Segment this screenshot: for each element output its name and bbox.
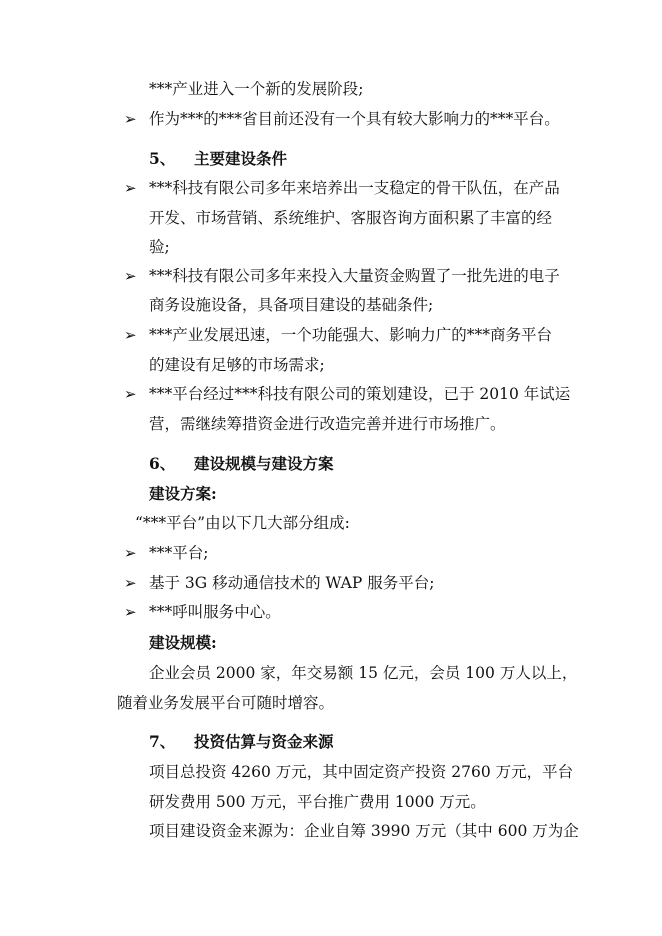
section-heading: 投资估算与资金来源 — [194, 732, 334, 751]
text-line: 的建设有足够的市场需求; — [149, 356, 325, 374]
text-line: 开发、市场营销、系统维护、客服咨询方面积累了丰富的经 — [149, 209, 553, 227]
subheading: 建设规模: — [149, 633, 217, 652]
bullet-arrow-icon: ➢ — [124, 267, 137, 285]
bullet-arrow-icon: ➢ — [124, 574, 137, 592]
text-line: ***产业进入一个新的发展阶段; — [149, 80, 364, 98]
text-line: ***平台经过***科技有限公司的策划建设，已于 2010 年试运 — [149, 385, 571, 403]
section-heading: 主要建设条件 — [194, 149, 288, 168]
bullet-arrow-icon: ➢ — [124, 603, 137, 621]
section-number: 5、 — [149, 149, 176, 168]
text-line: ***平台; — [149, 544, 209, 562]
text-line: ***呼叫服务中心。 — [149, 603, 281, 621]
text-line: 作为***的***省目前还没有一个具有较大影响力的***平台。 — [149, 110, 560, 128]
text-line: ***产业发展迅速，一个功能强大、影响力广的***商务平台 — [149, 326, 553, 344]
text-line: 企业会员 2000 家，年交易额 15 亿元，会员 100 万人以上， — [149, 664, 578, 682]
subheading: 建设方案: — [149, 484, 217, 503]
bullet-arrow-icon: ➢ — [124, 544, 137, 562]
text-line: “***平台”由以下几大部分组成: — [135, 514, 350, 532]
section-number: 6、 — [149, 454, 176, 473]
text-line: 营，需继续筹措资金进行改造完善并进行市场推广。 — [149, 415, 506, 433]
text-line: ***科技有限公司多年来培养出一支稳定的骨干队伍，在产品 — [149, 179, 560, 197]
text-line: 验; — [149, 238, 170, 256]
bullet-arrow-icon: ➢ — [124, 179, 137, 197]
text-line: 基于 3G 移动通信技术的 WAP 服务平台; — [149, 574, 435, 592]
bullet-arrow-icon: ➢ — [124, 385, 137, 403]
bullet-arrow-icon: ➢ — [124, 110, 137, 128]
section-number: 7、 — [149, 732, 176, 751]
text-line: 随着业务发展平台可随时增容。 — [117, 694, 335, 712]
section-heading: 建设规模与建设方案 — [194, 454, 334, 473]
bullet-arrow-icon: ➢ — [124, 326, 137, 344]
text-line: ***科技有限公司多年来投入大量资金购置了一批先进的电子 — [149, 267, 560, 285]
text-line: 项目建设资金来源为：企业自筹 3990 万元（其中 600 万为企 — [149, 822, 579, 840]
text-line: 项目总投资 4260 万元，其中固定资产投资 2760 万元，平台 — [149, 763, 574, 781]
text-line: 研发费用 500 万元，平台推广费用 1000 万元。 — [149, 793, 486, 811]
text-line: 商务设施设备，具备项目建设的基础条件; — [149, 296, 434, 314]
